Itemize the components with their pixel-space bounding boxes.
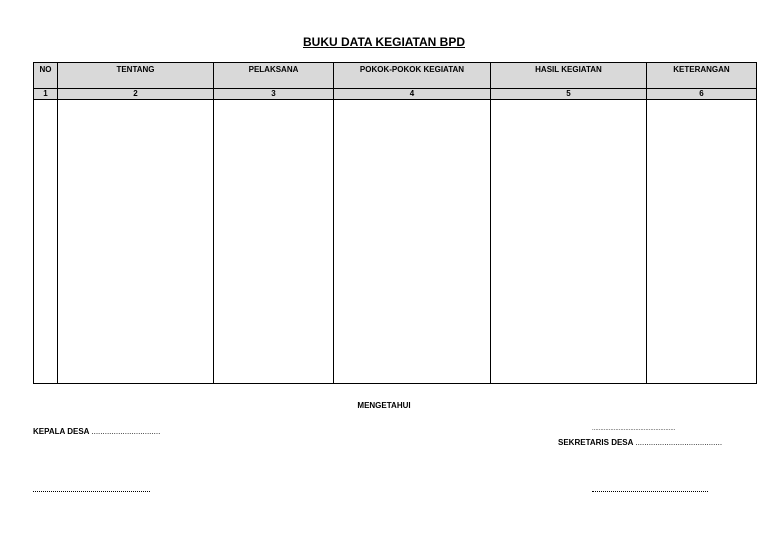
sekretaris-top-dots: .................................................. (592, 426, 676, 432)
table-cell (647, 100, 757, 384)
header-hasil-kegiatan: HASIL KEGIATAN (491, 63, 647, 89)
header-keterangan: KETERANGAN (647, 63, 757, 89)
activity-table (33, 62, 757, 384)
kepala-desa-dots: ............................... (91, 427, 161, 436)
table-cell (34, 100, 58, 384)
column-number: 1 (34, 89, 58, 100)
sekretaris-desa-dots: ....................................... (635, 438, 723, 447)
table-cell (58, 100, 214, 384)
kepala-desa-label: KEPALA DESA (33, 427, 90, 436)
table-cell (334, 100, 491, 384)
header-no: NO (34, 63, 58, 89)
kepala-desa-block (33, 427, 160, 436)
column-number: 6 (647, 89, 757, 100)
table-number-row (34, 89, 757, 100)
header-tentang: TENTANG (58, 63, 214, 89)
header-pokok-kegiatan: POKOK-POKOK KEGIATAN (334, 63, 491, 89)
header-pelaksana: PELAKSANA (214, 63, 334, 89)
table-header-row (34, 63, 757, 89)
kepala-signature-line (33, 491, 150, 492)
sekretaris-desa-block (558, 438, 722, 447)
sekretaris-desa-label: SEKRETARIS DESA (558, 438, 634, 447)
column-number: 4 (334, 89, 491, 100)
table-cell (214, 100, 334, 384)
mengetahui-label: MENGETAHUI (357, 401, 411, 410)
table-empty-row (34, 100, 757, 384)
column-number: 5 (491, 89, 647, 100)
table-cell (491, 100, 647, 384)
column-number: 2 (58, 89, 214, 100)
sekretaris-signature-line (592, 491, 708, 492)
column-number: 3 (214, 89, 334, 100)
document-title: BUKU DATA KEGIATAN BPD (303, 35, 465, 49)
